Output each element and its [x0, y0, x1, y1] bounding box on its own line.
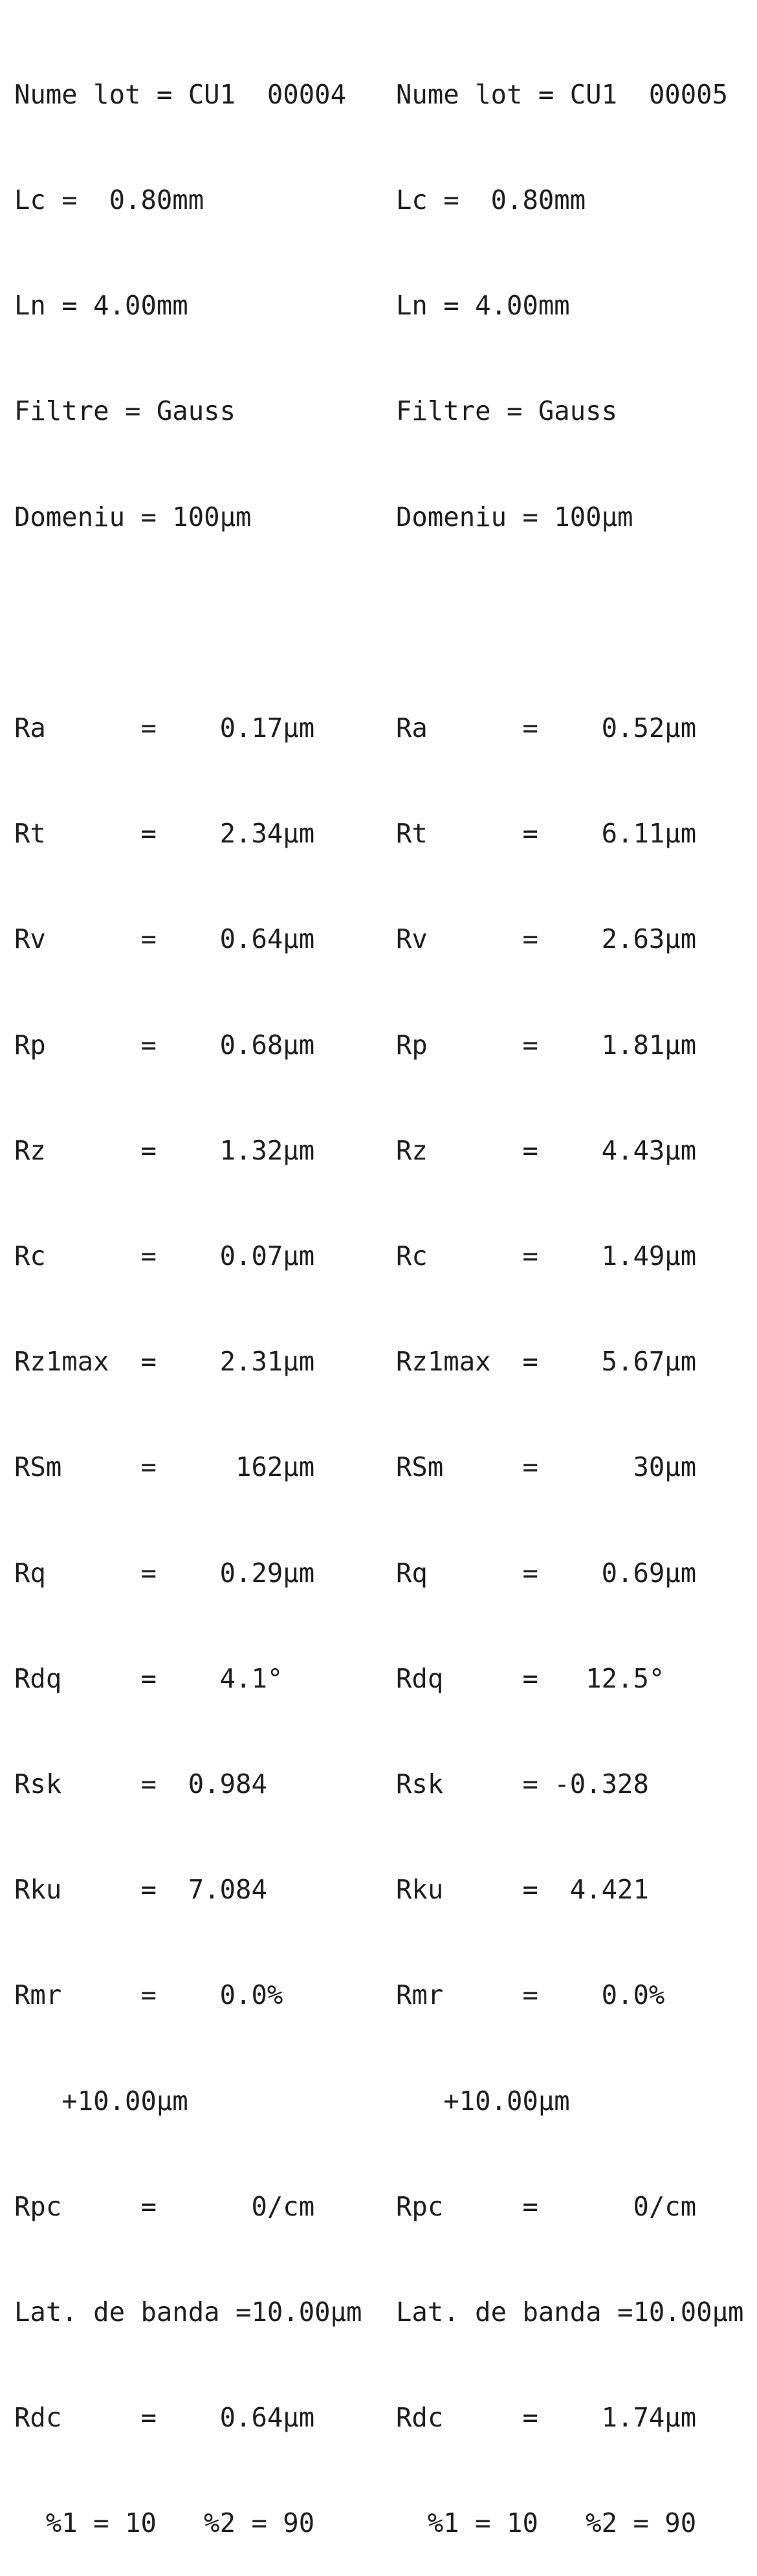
- param-rdc: Rdc = 0.64μm: [14, 2402, 315, 2434]
- param-bandwidth: Lat. de banda =10.00μm: [396, 2296, 744, 2328]
- report-lot-00004: [14, 6, 362, 2576]
- param-rp: Rp = 1.81μm: [396, 1029, 697, 1061]
- domain-line: Domeniu = 100μm: [14, 501, 252, 533]
- param-rmr: Rmr = 0.0%: [14, 1979, 283, 2011]
- param-rdc-percentages: %1 = 10 %2 = 90: [396, 2507, 697, 2539]
- param-rdq: Rdq = 12.5°: [396, 1662, 665, 1694]
- lc-line: Lc = 0.80mm: [14, 184, 204, 216]
- report-lot-00005: [396, 6, 743, 2576]
- param-rku: Rku = 4.421: [396, 1874, 649, 1906]
- param-rsk: Rsk = -0.328: [396, 1768, 649, 1800]
- filter-line: Filtre = Gauss: [396, 395, 618, 427]
- param-ra: Ra = 0.17μm: [14, 712, 315, 744]
- param-rq: Rq = 0.69μm: [396, 1557, 697, 1589]
- param-bandwidth: Lat. de banda =10.00μm: [14, 2296, 362, 2328]
- blank-line: [14, 605, 362, 640]
- lot-name-line: Nume lot = CU1 00004: [14, 78, 347, 110]
- param-rt: Rt = 6.11μm: [396, 818, 697, 850]
- domain-line: Domeniu = 100μm: [396, 501, 633, 533]
- param-rsm: RSm = 162μm: [14, 1451, 315, 1483]
- param-rmr-level: +10.00μm: [14, 2085, 188, 2117]
- param-rsm: RSm = 30μm: [396, 1451, 697, 1483]
- param-rp: Rp = 0.68μm: [14, 1029, 315, 1061]
- param-rt: Rt = 2.34μm: [14, 818, 315, 850]
- lc-line: Lc = 0.80mm: [396, 184, 586, 216]
- param-rmr: Rmr = 0.0%: [396, 1979, 665, 2011]
- param-rq: Rq = 0.29μm: [14, 1557, 315, 1589]
- param-ra: Ra = 0.52μm: [396, 712, 697, 744]
- param-rc: Rc = 1.49μm: [396, 1240, 697, 1272]
- param-rz: Rz = 1.32μm: [14, 1134, 315, 1166]
- param-rku: Rku = 7.084: [14, 1874, 267, 1906]
- param-rdc-percentages: %1 = 10 %2 = 90: [14, 2507, 315, 2539]
- param-rpc: Rpc = 0/cm: [14, 2190, 315, 2222]
- param-rv: Rv = 0.64μm: [14, 923, 315, 955]
- ln-line: Ln = 4.00mm: [14, 290, 188, 322]
- param-rz1max: Rz1max = 2.31μm: [14, 1346, 315, 1378]
- param-rv: Rv = 2.63μm: [396, 923, 697, 955]
- ln-line: Ln = 4.00mm: [396, 290, 570, 322]
- param-rdq: Rdq = 4.1°: [14, 1662, 283, 1694]
- blank-line: [396, 605, 743, 640]
- param-rz: Rz = 4.43μm: [396, 1134, 697, 1166]
- param-rdc: Rdc = 1.74μm: [396, 2402, 697, 2434]
- param-rsk: Rsk = 0.984: [14, 1768, 267, 1800]
- param-rz1max: Rz1max = 5.67μm: [396, 1346, 697, 1378]
- lot-name-line: Nume lot = CU1 00005: [396, 78, 729, 110]
- param-rmr-level: +10.00μm: [396, 2085, 570, 2117]
- filter-line: Filtre = Gauss: [14, 395, 236, 427]
- param-rpc: Rpc = 0/cm: [396, 2190, 697, 2222]
- param-rc: Rc = 0.07μm: [14, 1240, 315, 1272]
